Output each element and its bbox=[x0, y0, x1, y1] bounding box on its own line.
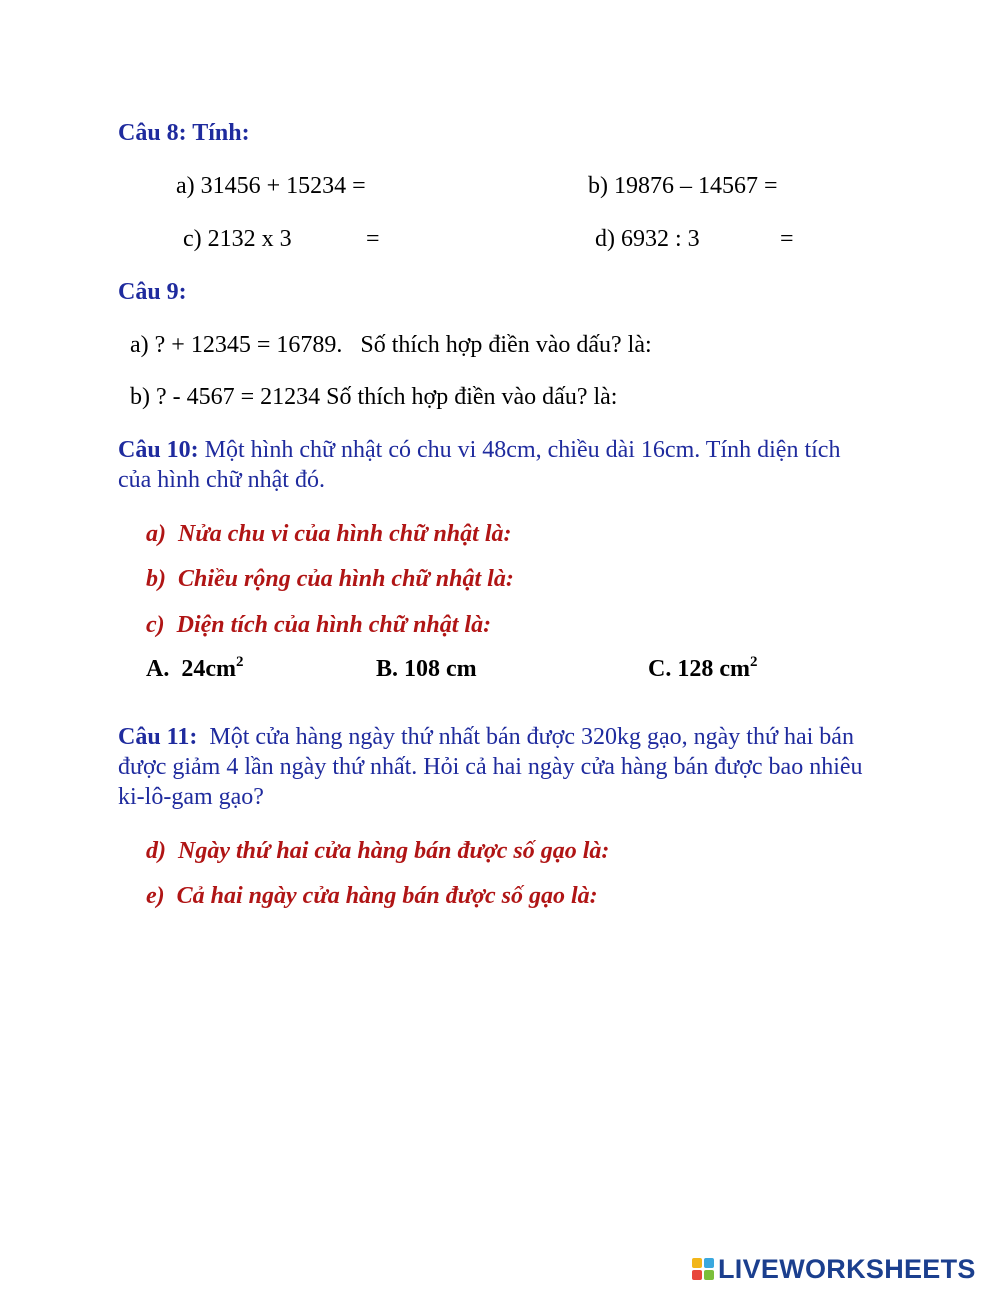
question-10-label: Câu 10: bbox=[118, 437, 199, 463]
option-c-text: C. 128 cm bbox=[648, 656, 750, 682]
q9-part-b: b) ? - 4567 = 21234 Số thích hợp điền vào dấu? là: bbox=[130, 384, 618, 410]
q9-part-a: a) ? + 12345 = 16789. Số thích hợp điền vào dấu? là: bbox=[130, 332, 652, 358]
logo-icon bbox=[692, 1258, 714, 1280]
q10-part-a: a) Nửa chu vi của hình chữ nhật là: bbox=[146, 521, 512, 547]
q8-expression-c: c) 2132 x 3 bbox=[183, 226, 292, 252]
q8-equals-c: = bbox=[366, 226, 380, 252]
question-8-title: Câu 8: Tính: bbox=[118, 120, 250, 146]
q10-option-b: B. 108 cm bbox=[376, 656, 477, 682]
option-c-superscript: 2 bbox=[749, 654, 758, 670]
logo-text: LIVEWORKSHEETS bbox=[718, 1253, 976, 1284]
q8-equals-d: = bbox=[780, 226, 794, 252]
q8-expression-d: d) 6932 : 3 bbox=[595, 226, 700, 252]
option-a-superscript: 2 bbox=[235, 654, 244, 670]
q10-part-c: c) Diện tích của hình chữ nhật là: bbox=[146, 612, 492, 638]
option-a-text: A. 24cm bbox=[146, 656, 236, 682]
question-11-label: Câu 11: bbox=[118, 724, 198, 750]
question-9-title: Câu 9: bbox=[118, 279, 187, 305]
question-11-prompt bbox=[118, 722, 888, 812]
question-10-prompt bbox=[118, 435, 878, 495]
q11-part-e: e) Cả hai ngày cửa hàng bán được số gạo là: bbox=[146, 883, 598, 909]
question-10-text: Một hình chữ nhật có chu vi 48cm, chiều dài 16cm. Tính diện tích của hình chữ nhật đó. bbox=[118, 437, 841, 493]
q11-part-d: d) Ngày thứ hai cửa hàng bán được số gạo là: bbox=[146, 838, 610, 864]
question-11-text: Một cửa hàng ngày thứ nhất bán được 320kg gạo, ngày thứ hai bán được giảm 4 lần ngày thứ nhất. Hỏi cả hai ngày cửa hàng bán được bao nhiêu ki-lô-gam gạo? bbox=[118, 724, 869, 810]
q10-option-c bbox=[648, 654, 757, 687]
q8-expression-b: b) 19876 – 14567 = bbox=[588, 173, 778, 199]
q10-part-b: b) Chiều rộng của hình chữ nhật là: bbox=[146, 566, 514, 592]
q10-option-a bbox=[146, 654, 243, 687]
liveworksheets-logo bbox=[692, 1254, 976, 1284]
q8-expression-a: a) 31456 + 15234 = bbox=[176, 173, 366, 199]
